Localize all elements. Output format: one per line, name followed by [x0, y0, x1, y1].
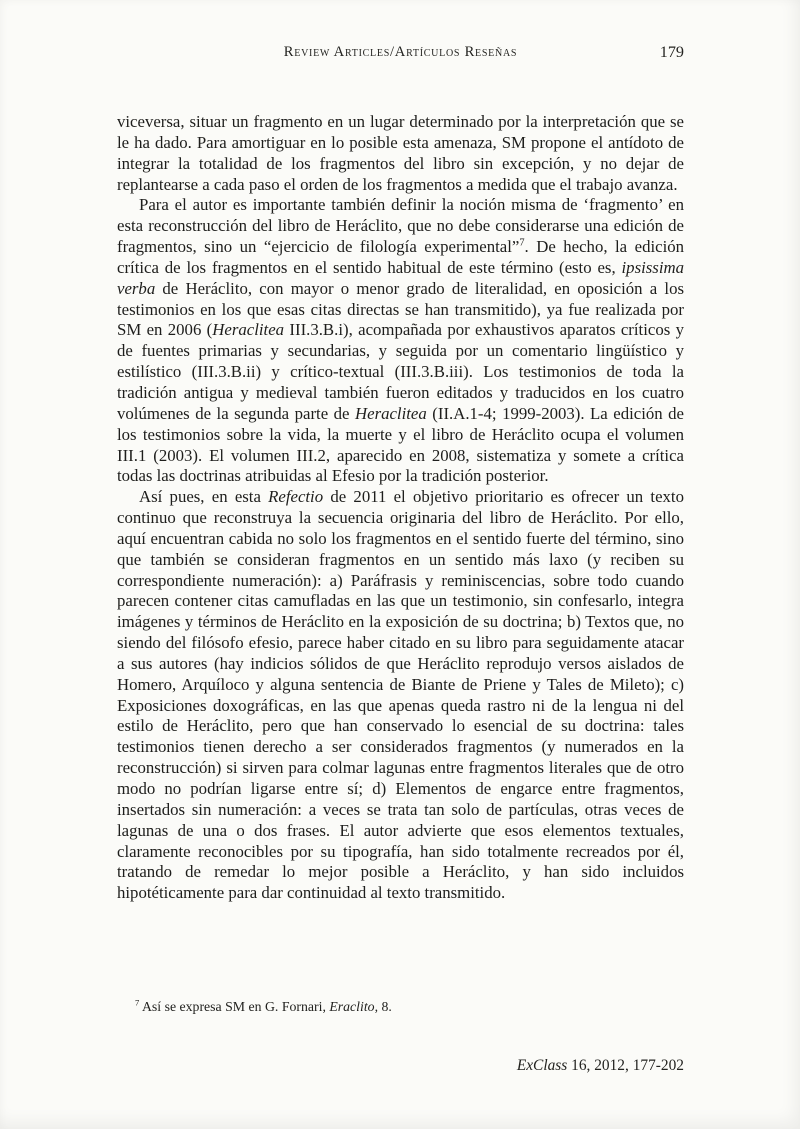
paragraph-1: viceversa, situar un fragmento en un lugar determinado por la interpretación que se le ha dado. Para amortiguar en lo posible esta amenaza, SM propone el antídoto de integrar la totalidad de los fragmentos del libro sin excepción, y no dejar de replantearse a cada paso el orden de los fragmentos a medida que el trabajo avanza.	[117, 112, 684, 194]
footnote: $^7$ Así se expresa SM en G. Fornari, Eraclito, 8.	[135, 997, 392, 1014]
running-title: Review Articles/Artículos Reseñas	[283, 44, 518, 60]
paragraph-2: Para el autor es importante también definir la noción misma de ‘fragmento’ en esta reconstrucción del libro de Heráclito, que no debe considerarse una edición de fragmentos, sino un “ejercicio de filología experimental”$^7$. De hecho, la edición crítica de los fragmentos en el sentido habitual de este término (esto es, ipsissima verba de Heráclito, con mayor o menor grado de literalidad, en oposición a los testimonios en los que esas citas directas se han transmitido), ya fue realizada por SM en 2006 (Heraclitea III.3.B.i), acompañada por exhaustivos aparatos críticos y de fuentes primarias y secundarias, y seguida por un comentario lingüístico y estilístico (III.3.B.ii) y crítico-textual (III.3.B.iii). Los testimonios de toda la tradición antigua y medieval también fueron editados y traducidos en los cuatro volúmenes de la segunda parte de Heraclitea (II.A.1-4; 1999-2003). La edición de los testimonios sobre la vida, la muerte y el libro de Heráclito ocupa el volumen III.1 (2003). El volumen III.2, aparecido en 2008, sistematiza y somete a crítica todas las doctrinas atribuidas al Efesio por la tradición posterior.	[117, 195, 685, 486]
paragraph-3: Así pues, en esta Refectio de 2011 el objetivo prioritario es ofrecer un texto continuo que reconstruya la secuencia originaria del libro de Heráclito. Por ello, aquí encuentran cabida no solo los fragmentos en el sentido fuerte del término, sino que también se consideran fragmentos en un sentido más laxo (y reciben su correspondiente numeración): a) Paráfrasis y reminiscencias, sobre todo cuando parecen contener citas camufladas en las que un testimonio, sin confesarlo, integra imágenes y términos de Heráclito en la exposición de su doctrina; b) Textos que, no siendo del filósofo efesio, parece haber citado en su libro para seguidamente atacar a sus autores (hay indicios sólidos de que Heráclito reprodujo versos aislados de Homero, Arquíloco y alguna sentencia de Biante de Priene y Tales de Mileto); c) Exposiciones doxográficas, en las que apenas queda rastro ni de la lengua ni del estilo de Heráclito, pero que han conservado lo esencial de su doctrina: tales testimonios tienen derecho a ser considerados fragmentos (y numerados en la reconstrucción) si sirven para colmar lagunas entre fragmentos literales que de otro modo no podrían ligarse entre sí; d) Elementos de engarce entre fragmentos, insertados sin numeración: a veces se trata tan solo de partículas, otras veces de lagunas de una o dos frases. El autor advierte que esos elementos textuales, claramente reconocibles por su tipografía, han sido totalmente recreados por él, tratando de remedar lo mejor posible a Heráclito, y han sido incluidos hipotéticamente para dar continuidad al texto transmitido.	[117, 487, 684, 903]
page-footer: ExClass 16, 2012, 177-202	[516, 1057, 684, 1074]
article-body	[117, 112, 684, 904]
page-header	[117, 44, 684, 61]
page-number: 179	[659, 43, 684, 61]
